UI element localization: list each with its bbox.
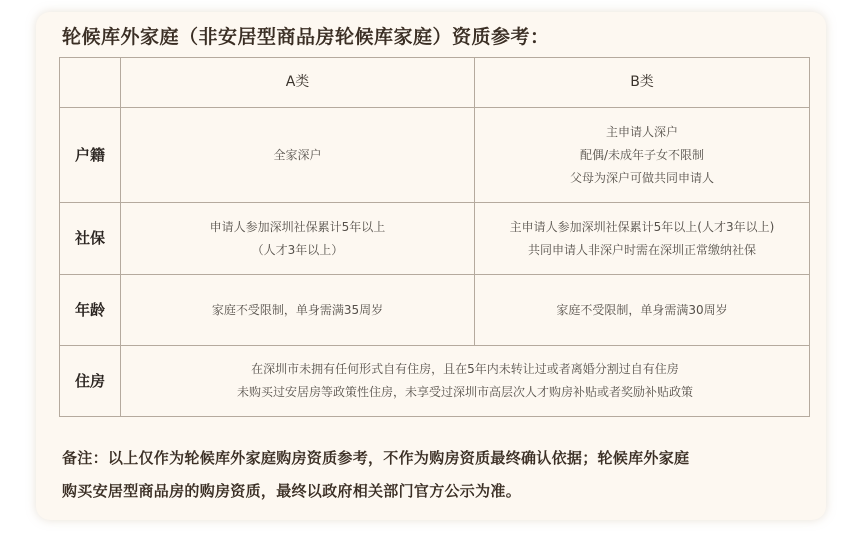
cell-hukou-a [121,108,475,203]
cell-line: 在深圳市未拥有任何形式自有住房，且在5年内未转让过或者离婚分割过自有住房 [251,362,679,376]
cell-line: 家庭不受限制，单身需满30周岁 [556,302,728,317]
cell-line: 家庭不受限制，单身需满35周岁 [211,302,384,317]
column-header-b: B类 [475,58,810,108]
cell-line: 配偶/未成年子女不限制 [579,147,705,162]
cell-line: 主申请人深户 [605,124,678,139]
cell-age-b [475,275,810,346]
cell-line: 父母为深户可做共同申请人 [569,170,714,185]
cell-line: 共同申请人非深户时需在深圳正常缴纳社保 [527,242,756,257]
cell-line: 主申请人参加深圳社保累计5年以上(人才3年以上) [509,219,775,234]
row-label-age: 年龄 [60,275,121,346]
row-label-hukou: 户籍 [60,108,121,203]
cell-line: 全家深户 [273,147,322,162]
row-label-housing: 住房 [60,346,121,417]
cell-line: （人才3年以上） [251,242,344,257]
footnote [62,442,814,508]
table-row [60,108,810,203]
table-header-row [60,58,810,108]
column-header-a: A类 [121,58,475,108]
cell-line: 申请人参加深圳社保累计5年以上 [209,219,386,234]
table-row [60,203,810,275]
page-title: 轮候库外家庭（非安居型商品房轮候库家庭）资质参考： [62,26,550,48]
table-row [60,346,810,417]
corner-cell [60,58,121,108]
qualification-table [59,57,810,417]
cell-housing-merged [121,346,810,417]
cell-social-security-a [121,203,475,275]
footnote-line: 购买安居型商品房的购房资质，最终以政府相关部门官方公示为准。 [62,482,522,500]
row-label-social-security: 社保 [60,203,121,275]
cell-age-a [121,275,475,346]
cell-social-security-b [475,203,810,275]
footnote-line: 备注：以上仅作为轮候库外家庭购房资质参考，不作为购房资质最终确认依据；轮候库外家庭 [62,449,690,467]
table-row [60,275,810,346]
cell-line: 未购买过安居房等政策性住房，未享受过深圳市高层次人才购房补贴或者奖励补贴政策 [236,385,693,399]
cell-hukou-b [475,108,810,203]
